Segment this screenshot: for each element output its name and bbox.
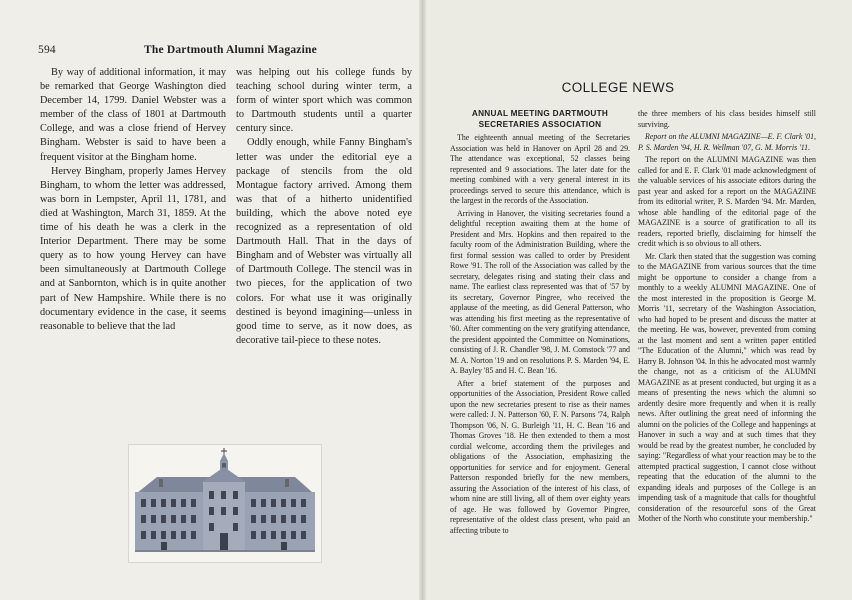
magazine-title: The Dartmouth Alumni Magazine — [144, 44, 317, 56]
paragraph: By way of additional information, it may be remarked that George Washington died December 14, 1799. Daniel Webster was a member of the class of 1801 at Dartmouth College, and was a close friend of Hervey Bingham. Webster is said to have been a frequent visitor at the Bingham home. — [40, 67, 226, 163]
paragraph: The eighteenth annual meeting of the Secretaries Association was held in Hanover on April 28 and 29. The attendance was exceptional, 52 classes being represented and 9 associations. The later date for the meeting combined with a very general interest in its proceedings served to secure this attendance, which is the largest in the records of the Association. — [450, 133, 630, 205]
paragraph: After a brief statement of the purposes and opportunities of the Association, President Rowe called upon the new secretaries present to rise as their names were called: J. N. Patterson '60, F. N. Parsons '74, Ralph Thompson '06, N. G. Burleigh '11, H. C. Bean '16 and Thomas Groves '18. He then extended to them a most cordial welcome, according them the privileges and obligations of the Association, emphasizing the opportunities for service and for enjoyment. General Patterson responded briefly for the new members, assuring the Association of the interest of his class, of whom nine are still living, all of them over eighty years of age. He was followed by Governor Pingree, representative of the oldest class present, who paid an affecting tribute to — [450, 378, 630, 535]
article-title-line-1: ANNUAL MEETING DARTMOUTH — [471, 109, 609, 118]
paragraph: Hervey Bingham, properly James Hervey Bingham, to whom the letter was addressed, was born in Lempster, April 11, 1781, and died at Washington, March 31, 1859. At the time of his death he was a clerk in the Interior Department. There may be some query as to how young Hervey can have been simultaneously at Dartmouth College and at Sanbornton, which is in quite another part of New Hampshire. While there is no documentary evidence in the case, it seems reasonable to believe that the lad — [40, 165, 226, 332]
dartmouth-hall-stencil-illustration — [128, 444, 322, 563]
report-heading: Report on the ALUMNI MAGAZINE—E. F. Clark '01, P. S. Marden '94, H. R. Wellman '07, G. M. Morris '11. — [638, 132, 816, 152]
article-title-line-2: SECRETARIES ASSOCIATION — [478, 120, 602, 129]
paragraph: The report on the ALUMNI MAGAZINE was then called for and E. F. Clark '01 made acknowledgment of the valuable services of his associate editors during the past year and asked for a report on the MAGAZINE from its editorial writer, P. S. Marden '94. Mr. Marden, whose able handling of the editorial page of the MAGAZINE is a source of gratification to all its readers, reported briefly, disclaiming for himself the credit which is so obvious to all others. — [638, 155, 816, 248]
paragraph: Oddly enough, while Fanny Bingham's letter was under the editorial eye a package of stencils from the old Montague factory arrived. Among them was that of a hitherto unidentified building, which the above noted eye recognized as a representation of old Dartmouth Hall. That in the days of Bingham and of Webster was virtually all of Dartmouth College. The stencil was in two pieces, for the application of two colors. For what use it was originally destined is beyond imagining—unless in good time to serve, as it now does, as decorative tail-piece to these notes. — [236, 137, 412, 346]
paragraph: was helping out his college funds by teaching school during winter term, a form of winter sport which was common to Dartmouth students until a quarter century since. — [236, 67, 412, 135]
right-column-2 — [638, 109, 816, 525]
right-column-1 — [450, 109, 630, 536]
section-title: COLLEGE NEWS — [561, 80, 675, 95]
paragraph: the three members of his class besides himself still surviving. — [638, 109, 816, 129]
page-number: 594 — [38, 44, 56, 56]
paragraph: Mr. Clark then stated that the suggestion was coming to the MAGAZINE from various sources that the time might be opportune to consider a change from a monthly to a weekly ALUMNI MAGAZINE. One of the most interested in the proposition is George M. Morris '11, secretary of the Washington Association, who had hoped to be present and discuss the matter at the meeting. He was, however, prevented from coming at the last moment and sent a written paper entitled "The Education of the Alumni," which was read by Harry B. Johnson '04. In this he advocated most warmly the change, not as a criticism of the ALUMNI MAGAZINE as at present conducted, but urging it as a means of presenting the news which the alumni so ardently desire more frequently and when it is really news. After outlining the great need of informing the alumni on the policies of the College and happenings at Hanover in such a way and at such times that they would be read by the greatest number, he concluded by saying: "Regardless of what your reaction may be to the attempted practical suggestion, I cannot close without repeating that the education of the alumni to the expanding ideals and purposes of the College is an impending task of a magnitude that calls for thoughtful consideration of the resourceful sons of the Great Mother of the North who constitute your membership." — [638, 251, 816, 523]
left-column-1 — [40, 66, 226, 334]
paragraph: Arriving in Hanover, the visiting secretaries found a delightful reception awaiting them at the home of President and Mrs. Hopkins and then repaired to the faculty room of the Administration Building, where the first formal session was called to order by President Rowe '91. The roll of the Association was called by the secretary, delegates rising and stating their class and name. The earliest class represented was that of '57 by its secretary, Governor Pingree, who received the applause of the meeting, as did General Patterson, who was attending his first meeting as the representative of '60. After commenting on the very gratifying attendance, the president appointed the Committee on Nominations, consisting of J. R. Chandler '98, J. M. Comstock '77 and M. A. Norton '19 and on resolutions P. S. Marden '94, E. A. Bayley '85 and H. C. Bean '16. — [450, 208, 630, 375]
left-column-2 — [236, 66, 412, 348]
building-icon — [129, 445, 321, 562]
